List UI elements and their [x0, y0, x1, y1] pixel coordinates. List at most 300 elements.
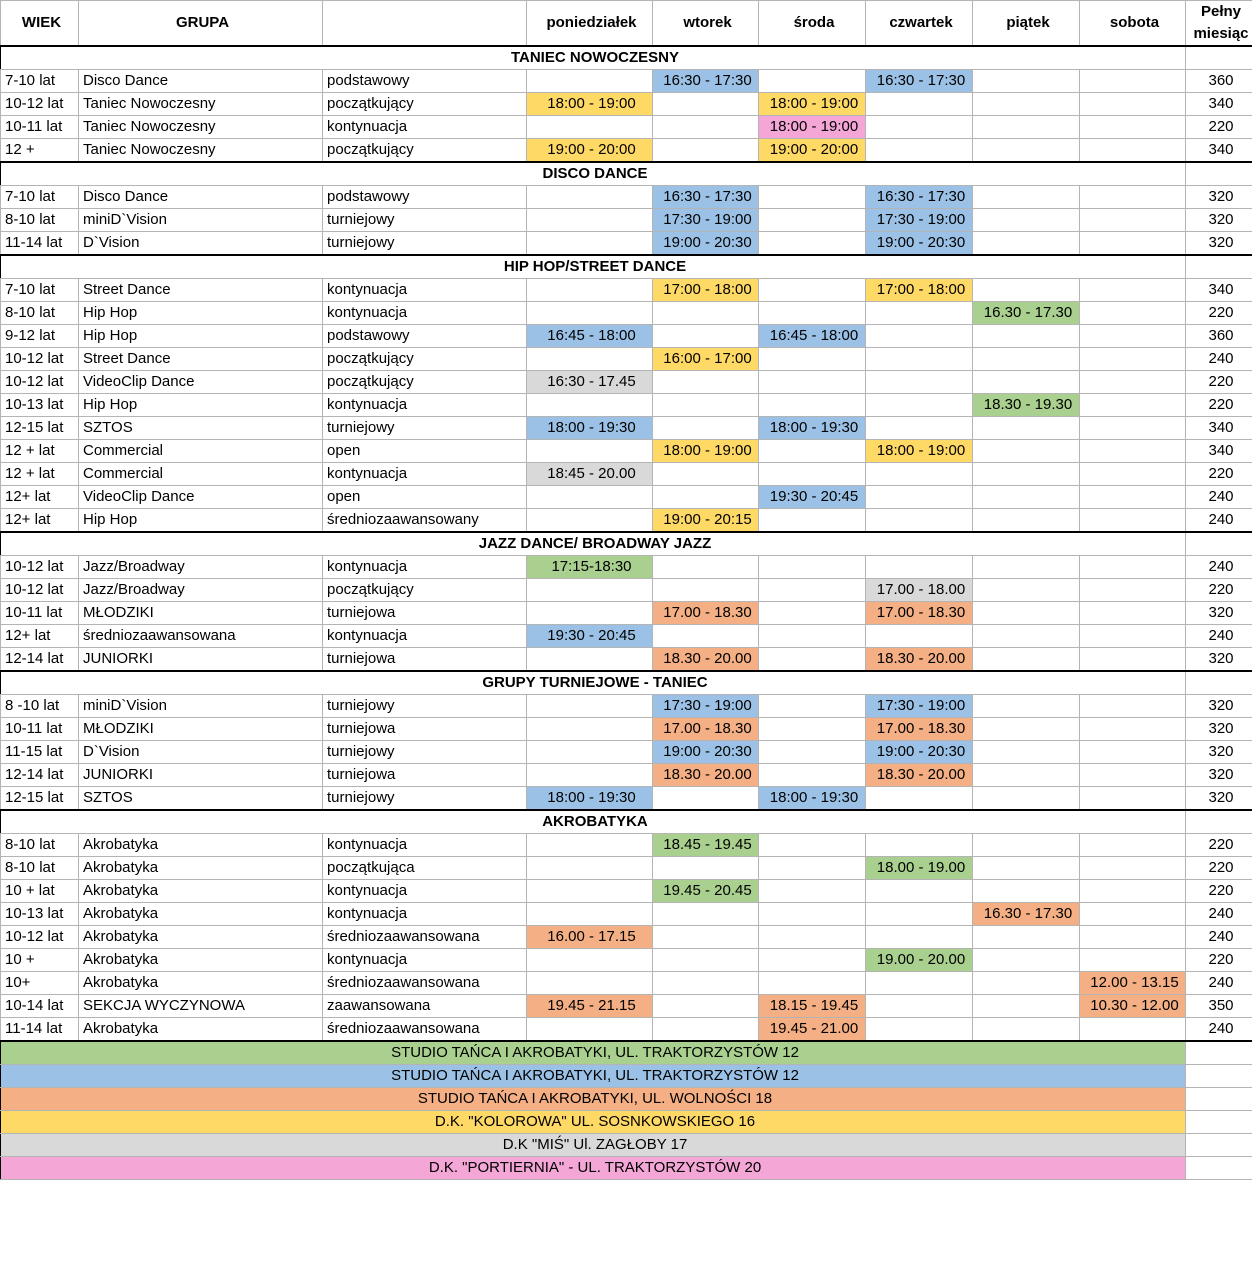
- group-cell: średniozaawansowana: [79, 625, 323, 648]
- header-full-month-line2: miesiąc: [1193, 25, 1249, 42]
- age-cell: 12 + lat: [1, 440, 79, 463]
- level-cell: turniejowy: [323, 787, 527, 811]
- group-cell: Hip Hop: [79, 509, 323, 533]
- age-cell: 10-12 lat: [1, 556, 79, 579]
- legend-row: [1, 1134, 1252, 1157]
- price-cell: 350: [1186, 995, 1252, 1018]
- time-slot-cell: 16:30 - 17:30: [866, 70, 973, 93]
- empty-slot-cell: [759, 371, 866, 394]
- table-row: [1, 718, 1252, 741]
- age-cell: 10 +: [1, 949, 79, 972]
- time-slot-cell: 19.00 - 20.00: [866, 949, 973, 972]
- age-cell: 10-12 lat: [1, 93, 79, 116]
- empty-slot-cell: [1080, 926, 1186, 949]
- age-cell: 11-14 lat: [1, 1018, 79, 1042]
- price-cell: 220: [1186, 579, 1252, 602]
- empty-slot-cell: [527, 695, 653, 718]
- level-cell: kontynuacja: [323, 880, 527, 903]
- time-slot-cell: 18.45 - 19.45: [653, 834, 759, 857]
- price-cell: 320: [1186, 648, 1252, 672]
- table-row: [1, 186, 1252, 209]
- price-cell: 320: [1186, 209, 1252, 232]
- level-cell: kontynuacja: [323, 949, 527, 972]
- level-cell: open: [323, 440, 527, 463]
- empty-slot-cell: [866, 417, 973, 440]
- age-cell: 10-13 lat: [1, 903, 79, 926]
- empty-slot-cell: [1080, 186, 1186, 209]
- section-price-blank: [1186, 532, 1252, 556]
- table-row: [1, 741, 1252, 764]
- level-cell: średniozaawansowana: [323, 972, 527, 995]
- empty-slot-cell: [1080, 648, 1186, 672]
- legend-row: [1, 1111, 1252, 1134]
- section-header-row: [1, 255, 1252, 279]
- empty-slot-cell: [527, 857, 653, 880]
- empty-slot-cell: [1080, 325, 1186, 348]
- price-cell: 360: [1186, 70, 1252, 93]
- age-cell: 12 +: [1, 139, 79, 163]
- empty-slot-cell: [759, 949, 866, 972]
- price-cell: 340: [1186, 440, 1252, 463]
- empty-slot-cell: [973, 579, 1080, 602]
- level-cell: początkujący: [323, 371, 527, 394]
- level-cell: kontynuacja: [323, 556, 527, 579]
- header-level: [323, 1, 527, 47]
- empty-slot-cell: [759, 648, 866, 672]
- empty-slot-cell: [653, 463, 759, 486]
- level-cell: kontynuacja: [323, 116, 527, 139]
- empty-slot-cell: [1080, 880, 1186, 903]
- level-cell: turniejowa: [323, 718, 527, 741]
- empty-slot-cell: [759, 186, 866, 209]
- empty-slot-cell: [759, 718, 866, 741]
- age-cell: 8 -10 lat: [1, 695, 79, 718]
- price-cell: 240: [1186, 926, 1252, 949]
- section-title: GRUPY TURNIEJOWE - TANIEC: [1, 671, 1186, 695]
- age-cell: 10-11 lat: [1, 602, 79, 625]
- age-cell: 10-12 lat: [1, 926, 79, 949]
- legend-blank-cell: [1186, 1157, 1252, 1180]
- time-slot-cell: 18:00 - 19:00: [759, 116, 866, 139]
- empty-slot-cell: [527, 302, 653, 325]
- empty-slot-cell: [527, 579, 653, 602]
- legend-row: [1, 1088, 1252, 1111]
- price-cell: 340: [1186, 93, 1252, 116]
- time-slot-cell: 18:00 - 19:30: [527, 417, 653, 440]
- age-cell: 12-14 lat: [1, 764, 79, 787]
- empty-slot-cell: [866, 625, 973, 648]
- empty-slot-cell: [973, 486, 1080, 509]
- table-row: [1, 857, 1252, 880]
- header-day-tuesday: wtorek: [653, 1, 759, 47]
- empty-slot-cell: [653, 903, 759, 926]
- time-slot-cell: 17:30 - 19:00: [653, 209, 759, 232]
- table-row: [1, 1018, 1252, 1042]
- empty-slot-cell: [1080, 93, 1186, 116]
- empty-slot-cell: [759, 880, 866, 903]
- empty-slot-cell: [973, 972, 1080, 995]
- price-cell: 360: [1186, 325, 1252, 348]
- age-cell: 11-15 lat: [1, 741, 79, 764]
- group-cell: SEKCJA WYCZYNOWA: [79, 995, 323, 1018]
- group-cell: Akrobatyka: [79, 972, 323, 995]
- time-slot-cell: 18.30 - 19.30: [973, 394, 1080, 417]
- empty-slot-cell: [1080, 579, 1186, 602]
- group-cell: Akrobatyka: [79, 1018, 323, 1042]
- empty-slot-cell: [973, 718, 1080, 741]
- price-cell: 220: [1186, 463, 1252, 486]
- empty-slot-cell: [973, 279, 1080, 302]
- age-cell: 10+: [1, 972, 79, 995]
- empty-slot-cell: [866, 1018, 973, 1042]
- level-cell: podstawowy: [323, 325, 527, 348]
- level-cell: turniejowy: [323, 232, 527, 256]
- level-cell: turniejowa: [323, 648, 527, 672]
- empty-slot-cell: [527, 279, 653, 302]
- time-slot-cell: 18:00 - 19:30: [759, 417, 866, 440]
- table-row: [1, 325, 1252, 348]
- table-row: [1, 556, 1252, 579]
- empty-slot-cell: [973, 186, 1080, 209]
- time-slot-cell: 19:00 - 20:15: [653, 509, 759, 533]
- table-row: [1, 509, 1252, 533]
- age-cell: 11-14 lat: [1, 232, 79, 256]
- empty-slot-cell: [973, 926, 1080, 949]
- level-cell: kontynuacja: [323, 834, 527, 857]
- empty-slot-cell: [759, 279, 866, 302]
- header-day-wednesday: środa: [759, 1, 866, 47]
- empty-slot-cell: [527, 602, 653, 625]
- time-slot-cell: 16:30 - 17:30: [653, 186, 759, 209]
- empty-slot-cell: [759, 70, 866, 93]
- empty-slot-cell: [866, 93, 973, 116]
- group-cell: Hip Hop: [79, 302, 323, 325]
- empty-slot-cell: [866, 486, 973, 509]
- time-slot-cell: 19:30 - 20:45: [759, 486, 866, 509]
- empty-slot-cell: [973, 556, 1080, 579]
- empty-slot-cell: [759, 741, 866, 764]
- level-cell: początkująca: [323, 857, 527, 880]
- time-slot-cell: 17.00 - 18.30: [866, 602, 973, 625]
- header-wiek: WIEK: [1, 1, 79, 47]
- price-cell: 240: [1186, 903, 1252, 926]
- table-row: [1, 279, 1252, 302]
- time-slot-cell: 18:00 - 19:00: [653, 440, 759, 463]
- empty-slot-cell: [1080, 903, 1186, 926]
- table-row: [1, 834, 1252, 857]
- empty-slot-cell: [866, 787, 973, 811]
- table-row: [1, 880, 1252, 903]
- empty-slot-cell: [527, 440, 653, 463]
- legend-blank-cell: [1186, 1088, 1252, 1111]
- age-cell: 10-13 lat: [1, 394, 79, 417]
- empty-slot-cell: [866, 394, 973, 417]
- level-cell: podstawowy: [323, 70, 527, 93]
- empty-slot-cell: [653, 116, 759, 139]
- empty-slot-cell: [866, 463, 973, 486]
- time-slot-cell: 19:00 - 20:30: [653, 741, 759, 764]
- empty-slot-cell: [1080, 764, 1186, 787]
- empty-slot-cell: [1080, 556, 1186, 579]
- table-row: [1, 209, 1252, 232]
- group-cell: SZTOS: [79, 787, 323, 811]
- time-slot-cell: 17:30 - 19:00: [653, 695, 759, 718]
- empty-slot-cell: [973, 741, 1080, 764]
- group-cell: Taniec Nowoczesny: [79, 93, 323, 116]
- time-slot-cell: 17:30 - 19:00: [866, 209, 973, 232]
- empty-slot-cell: [1080, 463, 1186, 486]
- age-cell: 8-10 lat: [1, 302, 79, 325]
- group-cell: D`Vision: [79, 741, 323, 764]
- empty-slot-cell: [527, 348, 653, 371]
- price-cell: 340: [1186, 279, 1252, 302]
- empty-slot-cell: [866, 325, 973, 348]
- time-slot-cell: 16:30 - 17:30: [653, 70, 759, 93]
- time-slot-cell: 16:45 - 18:00: [759, 325, 866, 348]
- section-price-blank: [1186, 46, 1252, 70]
- empty-slot-cell: [759, 556, 866, 579]
- empty-slot-cell: [973, 325, 1080, 348]
- empty-slot-cell: [653, 787, 759, 811]
- empty-slot-cell: [973, 602, 1080, 625]
- group-cell: SZTOS: [79, 417, 323, 440]
- empty-slot-cell: [759, 764, 866, 787]
- time-slot-cell: 12.00 - 13.15: [1080, 972, 1186, 995]
- section-header-row: [1, 532, 1252, 556]
- time-slot-cell: 16.00 - 17.15: [527, 926, 653, 949]
- time-slot-cell: 19:00 - 20:00: [759, 139, 866, 163]
- empty-slot-cell: [866, 348, 973, 371]
- time-slot-cell: 19:00 - 20:30: [653, 232, 759, 256]
- age-cell: 8-10 lat: [1, 209, 79, 232]
- empty-slot-cell: [866, 371, 973, 394]
- table-row: [1, 648, 1252, 672]
- table-row: [1, 232, 1252, 256]
- age-cell: 7-10 lat: [1, 70, 79, 93]
- empty-slot-cell: [527, 834, 653, 857]
- level-cell: początkujący: [323, 93, 527, 116]
- price-cell: 320: [1186, 186, 1252, 209]
- age-cell: 12-15 lat: [1, 787, 79, 811]
- section-title: JAZZ DANCE/ BROADWAY JAZZ: [1, 532, 1186, 556]
- empty-slot-cell: [1080, 1018, 1186, 1042]
- time-slot-cell: 18.30 - 20.00: [653, 648, 759, 672]
- group-cell: Disco Dance: [79, 70, 323, 93]
- age-cell: 12 + lat: [1, 463, 79, 486]
- table-row: [1, 695, 1252, 718]
- empty-slot-cell: [866, 972, 973, 995]
- price-cell: 220: [1186, 857, 1252, 880]
- table-row: [1, 602, 1252, 625]
- price-cell: 220: [1186, 116, 1252, 139]
- level-cell: kontynuacja: [323, 279, 527, 302]
- group-cell: Commercial: [79, 440, 323, 463]
- empty-slot-cell: [653, 139, 759, 163]
- empty-slot-cell: [1080, 371, 1186, 394]
- empty-slot-cell: [759, 972, 866, 995]
- age-cell: 10-12 lat: [1, 348, 79, 371]
- empty-slot-cell: [973, 949, 1080, 972]
- level-cell: kontynuacja: [323, 903, 527, 926]
- price-cell: 240: [1186, 556, 1252, 579]
- empty-slot-cell: [866, 116, 973, 139]
- empty-slot-cell: [866, 880, 973, 903]
- empty-slot-cell: [973, 834, 1080, 857]
- section-header-row: [1, 162, 1252, 186]
- empty-slot-cell: [527, 648, 653, 672]
- level-cell: kontynuacja: [323, 394, 527, 417]
- level-cell: kontynuacja: [323, 302, 527, 325]
- level-cell: kontynuacja: [323, 625, 527, 648]
- legend-location: STUDIO TAŃCA I AKROBATYKI, UL. TRAKTORZYSTÓW 12: [1, 1065, 1186, 1088]
- time-slot-cell: 16.30 - 17.30: [973, 903, 1080, 926]
- time-slot-cell: 10.30 - 12.00: [1080, 995, 1186, 1018]
- header-full-month: [1186, 1, 1252, 47]
- section-price-blank: [1186, 810, 1252, 834]
- time-slot-cell: 17.00 - 18.30: [866, 718, 973, 741]
- price-cell: 220: [1186, 371, 1252, 394]
- empty-slot-cell: [1080, 787, 1186, 811]
- empty-slot-cell: [1080, 486, 1186, 509]
- time-slot-cell: 16:30 - 17.45: [527, 371, 653, 394]
- age-cell: 12-14 lat: [1, 648, 79, 672]
- price-cell: 240: [1186, 348, 1252, 371]
- empty-slot-cell: [973, 93, 1080, 116]
- empty-slot-cell: [973, 440, 1080, 463]
- empty-slot-cell: [1080, 139, 1186, 163]
- empty-slot-cell: [759, 509, 866, 533]
- empty-slot-cell: [759, 579, 866, 602]
- header-row: [1, 1, 1252, 47]
- legend-location: D.K. "PORTIERNIA" - UL. TRAKTORZYSTÓW 20: [1, 1157, 1186, 1180]
- price-cell: 320: [1186, 232, 1252, 256]
- time-slot-cell: 18:00 - 19:00: [759, 93, 866, 116]
- time-slot-cell: 18:00 - 19:30: [759, 787, 866, 811]
- header-day-saturday: sobota: [1080, 1, 1186, 47]
- age-cell: 12+ lat: [1, 625, 79, 648]
- time-slot-cell: 19:00 - 20:30: [866, 741, 973, 764]
- table-row: [1, 116, 1252, 139]
- level-cell: początkujący: [323, 348, 527, 371]
- empty-slot-cell: [527, 116, 653, 139]
- section-price-blank: [1186, 671, 1252, 695]
- table-row: [1, 625, 1252, 648]
- empty-slot-cell: [653, 556, 759, 579]
- level-cell: początkujący: [323, 139, 527, 163]
- empty-slot-cell: [653, 625, 759, 648]
- group-cell: JUNIORKI: [79, 648, 323, 672]
- empty-slot-cell: [759, 440, 866, 463]
- legend-location: STUDIO TAŃCA I AKROBATYKI, UL. WOLNOŚCI 18: [1, 1088, 1186, 1111]
- time-slot-cell: 17:00 - 18:00: [866, 279, 973, 302]
- table-row: [1, 787, 1252, 811]
- empty-slot-cell: [759, 926, 866, 949]
- time-slot-cell: 16.30 - 17.30: [973, 302, 1080, 325]
- table-row: [1, 371, 1252, 394]
- group-cell: Taniec Nowoczesny: [79, 139, 323, 163]
- empty-slot-cell: [759, 625, 866, 648]
- time-slot-cell: 17:30 - 19:00: [866, 695, 973, 718]
- section-title: DISCO DANCE: [1, 162, 1186, 186]
- empty-slot-cell: [866, 302, 973, 325]
- empty-slot-cell: [1080, 741, 1186, 764]
- table-row: [1, 139, 1252, 163]
- empty-slot-cell: [527, 1018, 653, 1042]
- age-cell: 12-15 lat: [1, 417, 79, 440]
- empty-slot-cell: [1080, 348, 1186, 371]
- empty-slot-cell: [866, 509, 973, 533]
- time-slot-cell: 17.00 - 18.00: [866, 579, 973, 602]
- empty-slot-cell: [973, 764, 1080, 787]
- group-cell: Akrobatyka: [79, 926, 323, 949]
- section-title: TANIEC NOWOCZESNY: [1, 46, 1186, 70]
- empty-slot-cell: [759, 232, 866, 256]
- empty-slot-cell: [653, 857, 759, 880]
- age-cell: 8-10 lat: [1, 857, 79, 880]
- empty-slot-cell: [1080, 718, 1186, 741]
- empty-slot-cell: [759, 857, 866, 880]
- time-slot-cell: 19:00 - 20:30: [866, 232, 973, 256]
- legend-blank-cell: [1186, 1111, 1252, 1134]
- level-cell: kontynuacja: [323, 463, 527, 486]
- group-cell: Hip Hop: [79, 325, 323, 348]
- empty-slot-cell: [1080, 834, 1186, 857]
- empty-slot-cell: [527, 486, 653, 509]
- empty-slot-cell: [759, 602, 866, 625]
- empty-slot-cell: [653, 995, 759, 1018]
- level-cell: open: [323, 486, 527, 509]
- group-cell: Akrobatyka: [79, 949, 323, 972]
- table-row: [1, 926, 1252, 949]
- empty-slot-cell: [527, 718, 653, 741]
- empty-slot-cell: [973, 787, 1080, 811]
- empty-slot-cell: [1080, 209, 1186, 232]
- level-cell: turniejowy: [323, 209, 527, 232]
- table-row: [1, 579, 1252, 602]
- age-cell: 10-11 lat: [1, 718, 79, 741]
- empty-slot-cell: [973, 232, 1080, 256]
- group-cell: D`Vision: [79, 232, 323, 256]
- group-cell: Akrobatyka: [79, 880, 323, 903]
- group-cell: Street Dance: [79, 279, 323, 302]
- empty-slot-cell: [527, 764, 653, 787]
- price-cell: 220: [1186, 394, 1252, 417]
- section-header-row: [1, 671, 1252, 695]
- empty-slot-cell: [1080, 949, 1186, 972]
- price-cell: 240: [1186, 972, 1252, 995]
- empty-slot-cell: [973, 1018, 1080, 1042]
- empty-slot-cell: [653, 949, 759, 972]
- empty-slot-cell: [973, 417, 1080, 440]
- empty-slot-cell: [973, 139, 1080, 163]
- table-row: [1, 764, 1252, 787]
- empty-slot-cell: [1080, 857, 1186, 880]
- empty-slot-cell: [1080, 394, 1186, 417]
- empty-slot-cell: [1080, 302, 1186, 325]
- level-cell: podstawowy: [323, 186, 527, 209]
- table-row: [1, 394, 1252, 417]
- level-cell: turniejowy: [323, 741, 527, 764]
- section-header-row: [1, 46, 1252, 70]
- empty-slot-cell: [973, 625, 1080, 648]
- empty-slot-cell: [1080, 279, 1186, 302]
- price-cell: 320: [1186, 741, 1252, 764]
- time-slot-cell: 19.45 - 20.45: [653, 880, 759, 903]
- legend-location: D.K. "KOLOROWA" UL. SOSNKOWSKIEGO 16: [1, 1111, 1186, 1134]
- legend-blank-cell: [1186, 1065, 1252, 1088]
- price-cell: 240: [1186, 625, 1252, 648]
- header-day-thursday: czwartek: [866, 1, 973, 47]
